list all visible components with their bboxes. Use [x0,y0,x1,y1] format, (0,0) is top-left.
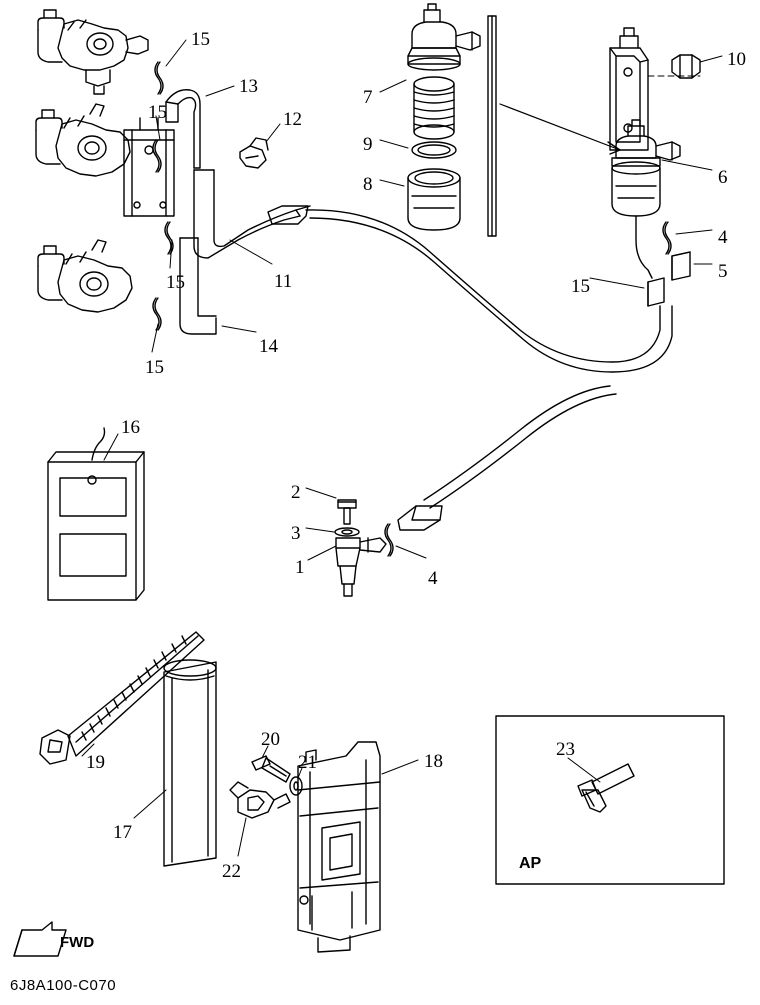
callout-4-b: 4 [428,568,438,589]
callout-7: 7 [363,87,373,108]
inset-label-ap: AP [519,855,542,872]
callout-11: 11 [274,271,293,292]
screw-20-icon [252,756,290,782]
fwd-arrow-icon [14,922,66,956]
callout-6: 6 [718,167,728,188]
callout-8: 8 [363,174,373,195]
part-code: 6J8A100-C070 [10,977,117,994]
callout-2: 2 [291,482,301,503]
fuel-line-upper [306,210,660,362]
fuel-joint-assembly-icon [335,500,386,596]
callout-15-a: 15 [191,29,210,50]
callout-1: 1 [295,557,305,578]
clamp-22-icon [230,782,290,818]
decal-16-icon [48,428,144,600]
clip-12-icon [240,138,268,168]
hose-filter-down [636,216,652,278]
callout-4-a: 4 [718,227,728,248]
callout-15-d: 15 [166,272,185,293]
callout-19: 19 [86,752,105,773]
callout-17: 17 [113,822,132,843]
carburetor-top-icon [38,10,148,94]
fwd-label: FWD [60,934,95,951]
callout-14: 14 [259,336,278,357]
callout-3: 3 [291,523,301,544]
carburetor-bottom-icon [38,240,132,312]
callout-23: 23 [556,739,575,760]
bracket-18-icon [298,742,380,952]
fuel-filter-6-icon [612,120,680,216]
cap-5-icon [672,252,690,280]
callout-10: 10 [727,49,746,70]
callout-13: 13 [239,76,258,97]
callout-22: 22 [222,861,241,882]
callout-21: 21 [298,752,317,773]
callout-18: 18 [424,751,443,772]
callout-15-c: 15 [571,276,590,297]
callout-20: 20 [261,729,280,750]
cable-tie-19-icon [40,632,204,764]
nut-10-icon [672,55,700,78]
washer-21-icon [290,777,302,795]
fuel-filter-assembly-icon [408,4,480,230]
hose-cover-17-icon [164,660,216,866]
callout-9: 9 [363,134,373,155]
callout-5: 5 [718,261,728,282]
callout-15-e: 15 [145,357,164,378]
callout-16: 16 [121,417,140,438]
callout-12: 12 [283,109,302,130]
callout-15-b: 15 [148,102,167,123]
filter-bracket-icon [610,28,648,150]
